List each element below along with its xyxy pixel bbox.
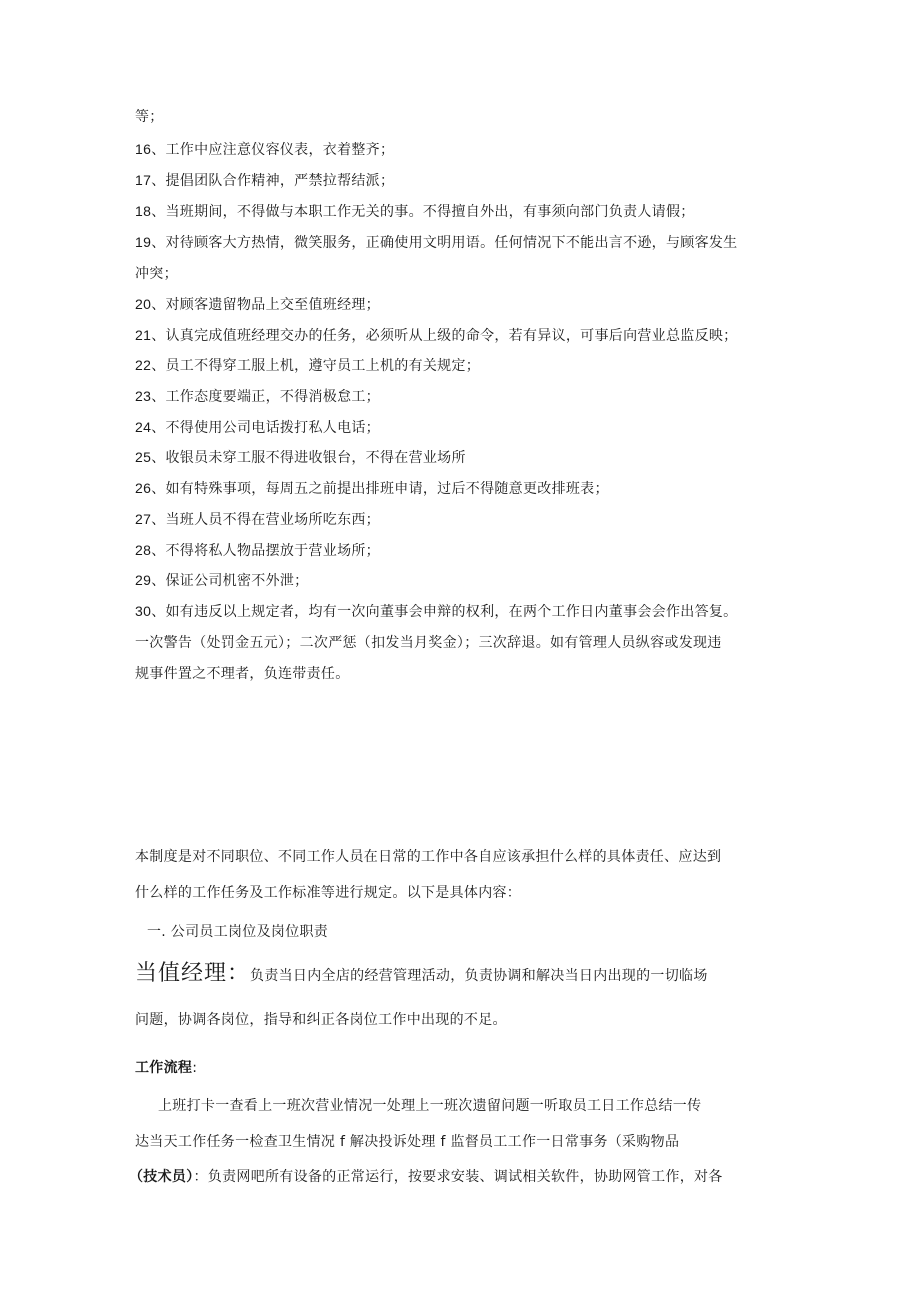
workflow-text: 上班打卡一查看上一班次营业情况一处理上一班次遗留问题一听取员工日工作总结一传 bbox=[158, 1098, 702, 1114]
rule-text: 、如有违反以上规定者，均有一次向董事会申辩的权利，在两个工作日内董事会会作出答复。 bbox=[151, 604, 738, 620]
rule-number: 18 bbox=[135, 203, 152, 219]
rule-continuation-text: 等； bbox=[135, 109, 164, 125]
intro-text: 什么样的工作任务及工作标准等进行规定。以下是具体内容： bbox=[135, 885, 522, 901]
rule-item-continuation bbox=[135, 263, 178, 284]
rule-item bbox=[135, 509, 380, 530]
duty-manager-desc-line bbox=[135, 1010, 507, 1030]
rule-number: 19 bbox=[135, 234, 152, 250]
intro-text: 本制度是对不同职位、不同工作人员在日常的工作中各自应该承担什么样的具体责任、应达到 bbox=[135, 849, 722, 865]
section-title bbox=[147, 922, 328, 942]
workflow-heading-text: 工作流程 bbox=[135, 1060, 193, 1076]
rule-text: 、不得使用公司电话拨打私人电话； bbox=[151, 420, 380, 436]
technician-text: ：负责网吧所有设备的正常运行，按要求安装、调试相关软件，协助网管工作，对各 bbox=[193, 1169, 723, 1185]
rule-item bbox=[135, 447, 466, 468]
rule-text: 、当班期间，不得做与本职工作无关的事。不得擅自外出，有事须向部门负责人请假； bbox=[151, 204, 695, 220]
rule-number: 21 bbox=[135, 327, 152, 343]
rule-text: 、如有特殊事项，每周五之前提出排班申请，过后不得随意更改排班表； bbox=[151, 481, 609, 497]
rule-text: 、提倡团队合作精神，严禁拉帮结派； bbox=[151, 173, 395, 189]
rule-number: 29 bbox=[135, 572, 152, 588]
technician-line bbox=[129, 1167, 723, 1187]
rule-number: 30 bbox=[135, 603, 152, 619]
rule-continuation bbox=[135, 107, 164, 127]
duty-manager-desc: 问题，协调各岗位，指导和纠正各岗位工作中出现的不足。 bbox=[135, 1012, 507, 1028]
rule-item bbox=[135, 417, 380, 438]
intro-line bbox=[135, 847, 721, 867]
rule-text: 、对待顾客大方热情，微笑服务，正确使用文明用语。任何情况下不能出言不逊，与顾客发生 bbox=[151, 235, 738, 251]
duty-manager-heading: 当值经理： bbox=[135, 961, 251, 986]
rule-text: 、对顾客遗留物品上交至值班经理； bbox=[151, 297, 380, 313]
rule-text: 、保证公司机密不外泄； bbox=[151, 573, 309, 589]
rule-item bbox=[135, 170, 394, 191]
rule-number: 20 bbox=[135, 296, 152, 312]
workflow-line bbox=[158, 1096, 701, 1116]
rule-number: 24 bbox=[135, 419, 152, 435]
rule-number: 28 bbox=[135, 542, 152, 558]
workflow-heading bbox=[135, 1058, 197, 1078]
rule-item bbox=[135, 139, 394, 160]
rule-text: 、认真完成值班经理交办的任务，必须听从上级的命令，若有异议，可事后向营业总监反映； bbox=[151, 328, 738, 344]
workflow-line bbox=[135, 1132, 679, 1152]
rule-item bbox=[135, 601, 738, 622]
rule-text: 、不得将私人物品摆放于营业场所； bbox=[151, 543, 380, 559]
rule-item bbox=[135, 386, 380, 407]
duty-manager-desc: 负责当日内全店的经营管理活动，负责协调和解决当日内出现的一切临场 bbox=[250, 968, 708, 984]
rule-item bbox=[135, 294, 380, 315]
rule-number: 22 bbox=[135, 357, 152, 373]
rule-text: 、当班人员不得在营业场所吃东西； bbox=[151, 512, 380, 528]
workflow-heading-colon: : bbox=[192, 1060, 198, 1076]
section-title-text: 一. 公司员工岗位及岗位职责 bbox=[147, 924, 329, 940]
rule-text: 规事件置之不理者，负连带责任。 bbox=[135, 666, 350, 682]
rule-item bbox=[135, 355, 480, 376]
rule-text: 、工作态度要端正，不得消极怠工； bbox=[151, 389, 380, 405]
rule-text: 冲突； bbox=[135, 266, 178, 282]
rule-item bbox=[135, 325, 738, 346]
rule-text: 、员工不得穿工服上机，遵守员工上机的有关规定； bbox=[151, 358, 481, 374]
rule-text: 一次警告（处罚金五元）；二次严惩（扣发当月奖金）；三次辞退。如有管理人员纵容或发现违 bbox=[135, 635, 722, 651]
technician-heading: （技术员） bbox=[129, 1169, 194, 1185]
rule-item bbox=[135, 232, 738, 253]
duty-manager-block bbox=[135, 958, 708, 992]
rule-item bbox=[135, 570, 309, 591]
intro-line bbox=[135, 883, 521, 903]
rule-number: 23 bbox=[135, 388, 152, 404]
workflow-text: 达当天工作任务一检查卫生情况 f 解决投诉处理 f 监督员工工作一日常事务（采购物品 bbox=[135, 1134, 680, 1150]
rule-number: 26 bbox=[135, 480, 152, 496]
rule-item bbox=[135, 201, 695, 222]
rule-item-continuation bbox=[135, 632, 722, 653]
rule-text: 、收银员未穿工服不得进收银台，不得在营业场所 bbox=[151, 450, 466, 466]
rule-number: 16 bbox=[135, 141, 152, 157]
rule-number: 17 bbox=[135, 172, 152, 188]
rule-item-continuation bbox=[135, 663, 350, 684]
rule-text: 、工作中应注意仪容仪表，衣着整齐； bbox=[151, 142, 395, 158]
rule-number: 25 bbox=[135, 449, 152, 465]
rule-item bbox=[135, 540, 380, 561]
rule-number: 27 bbox=[135, 511, 152, 527]
rule-item bbox=[135, 478, 609, 499]
